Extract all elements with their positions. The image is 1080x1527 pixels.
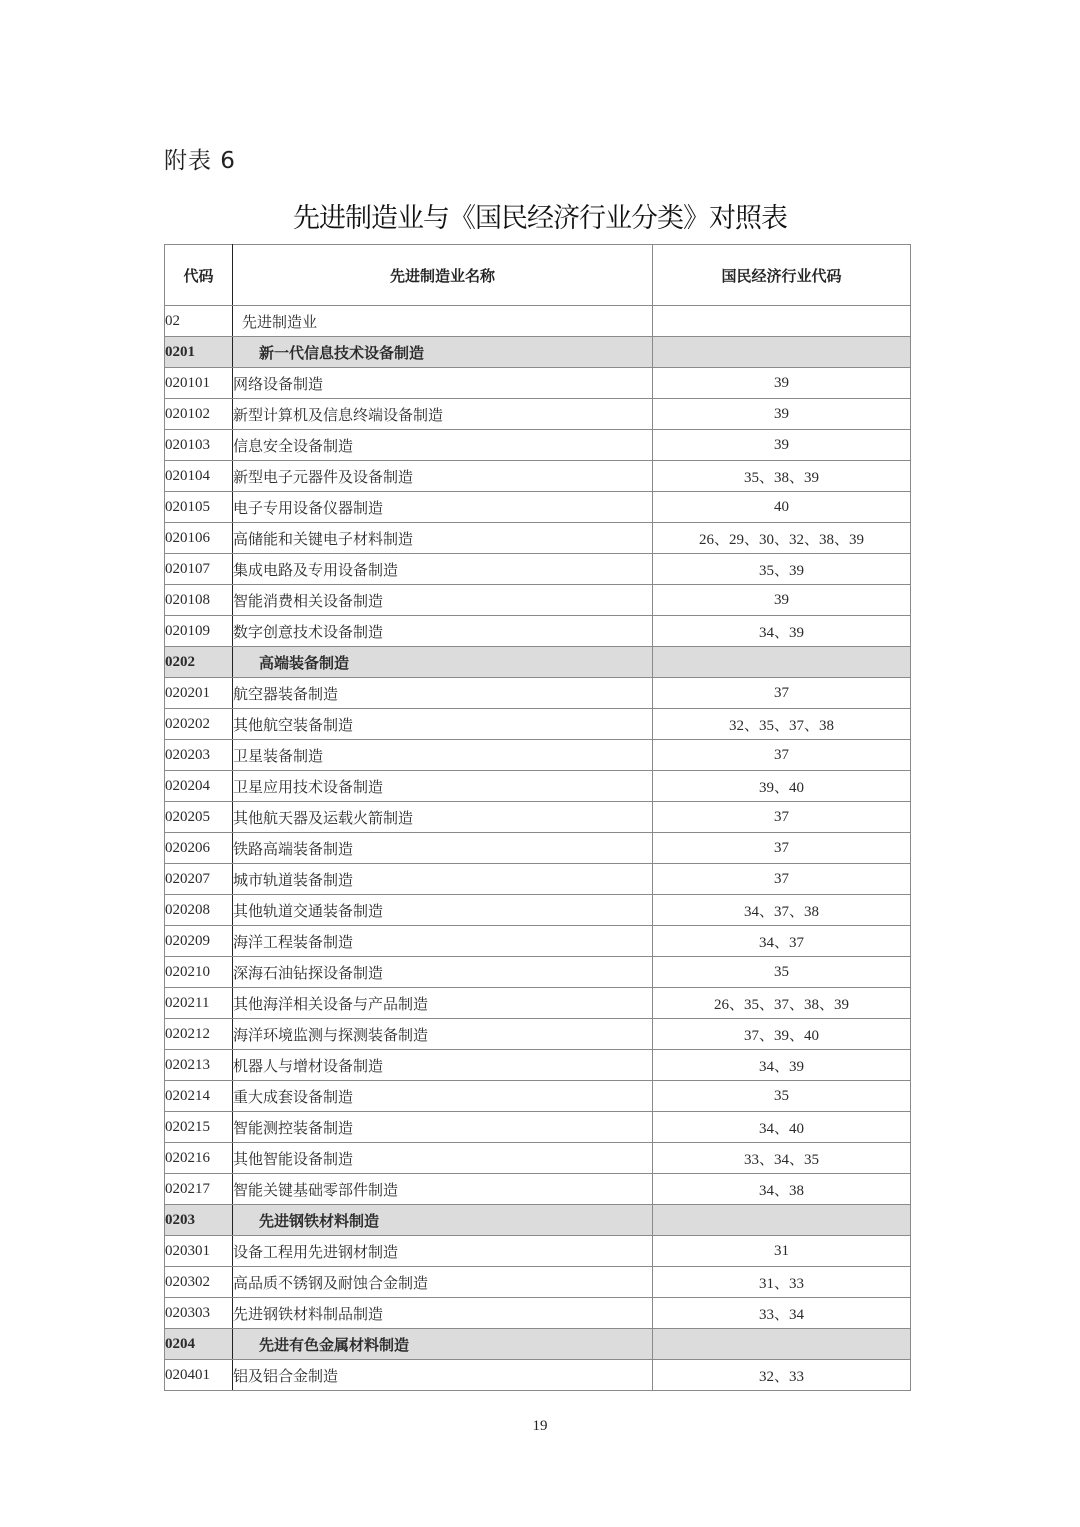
header-code: 代码 bbox=[165, 245, 233, 306]
row-name: 高端装备制造 bbox=[233, 647, 653, 678]
table-row bbox=[165, 864, 911, 895]
row-name: 深海石油钻探设备制造 bbox=[233, 957, 653, 988]
row-name: 高品质不锈钢及耐蚀合金制造 bbox=[233, 1267, 653, 1298]
row-code: 020205 bbox=[165, 802, 233, 833]
row-industry-codes: 32、35、37、38 bbox=[653, 709, 911, 740]
row-industry-codes: 31、33 bbox=[653, 1267, 911, 1298]
table-row bbox=[165, 461, 911, 492]
row-code: 0203 bbox=[165, 1205, 233, 1236]
appendix-label: 附表 6 bbox=[164, 148, 236, 174]
row-code: 020206 bbox=[165, 833, 233, 864]
row-industry-codes: 34、39 bbox=[653, 1050, 911, 1081]
table-row bbox=[165, 616, 911, 647]
table-row bbox=[165, 740, 911, 771]
row-industry-codes: 39 bbox=[653, 585, 911, 616]
row-name: 先进钢铁材料制造 bbox=[233, 1205, 653, 1236]
row-industry-codes: 31 bbox=[653, 1236, 911, 1267]
row-industry-codes: 26、35、37、38、39 bbox=[653, 988, 911, 1019]
table-row bbox=[165, 771, 911, 802]
row-name: 其他海洋相关设备与产品制造 bbox=[233, 988, 653, 1019]
row-name: 信息安全设备制造 bbox=[233, 430, 653, 461]
row-code: 020109 bbox=[165, 616, 233, 647]
page-number: 19 bbox=[532, 1418, 548, 1434]
row-industry-codes: 39 bbox=[653, 368, 911, 399]
row-industry-codes bbox=[653, 337, 911, 368]
row-industry-codes: 37 bbox=[653, 740, 911, 771]
row-name: 其他智能设备制造 bbox=[233, 1143, 653, 1174]
row-code: 020209 bbox=[165, 926, 233, 957]
row-industry-codes: 33、34、35 bbox=[653, 1143, 911, 1174]
row-code: 020301 bbox=[165, 1236, 233, 1267]
table-group-row bbox=[165, 1205, 911, 1236]
row-code: 020214 bbox=[165, 1081, 233, 1112]
row-name: 网络设备制造 bbox=[233, 368, 653, 399]
row-industry-codes bbox=[653, 1329, 911, 1360]
row-name: 其他航空装备制造 bbox=[233, 709, 653, 740]
row-code: 0202 bbox=[165, 647, 233, 678]
row-code: 020101 bbox=[165, 368, 233, 399]
row-code: 020207 bbox=[165, 864, 233, 895]
table-row bbox=[165, 523, 911, 554]
table-row bbox=[165, 709, 911, 740]
row-name: 数字创意技术设备制造 bbox=[233, 616, 653, 647]
row-code: 020217 bbox=[165, 1174, 233, 1205]
row-code: 020302 bbox=[165, 1267, 233, 1298]
row-name: 其他航天器及运载火箭制造 bbox=[233, 802, 653, 833]
row-name: 新型计算机及信息终端设备制造 bbox=[233, 399, 653, 430]
row-industry-codes: 37、39、40 bbox=[653, 1019, 911, 1050]
row-industry-codes: 37 bbox=[653, 802, 911, 833]
row-code: 020102 bbox=[165, 399, 233, 430]
row-name: 先进制造业 bbox=[233, 306, 653, 337]
row-code: 020215 bbox=[165, 1112, 233, 1143]
header-industry-codes: 国民经济行业代码 bbox=[653, 245, 911, 306]
table-row bbox=[165, 554, 911, 585]
row-industry-codes bbox=[653, 647, 911, 678]
table-body bbox=[165, 306, 911, 1391]
table-row bbox=[165, 678, 911, 709]
row-name: 设备工程用先进钢材制造 bbox=[233, 1236, 653, 1267]
row-industry-codes bbox=[653, 306, 911, 337]
table-top-row bbox=[165, 306, 911, 337]
row-code: 020303 bbox=[165, 1298, 233, 1329]
row-code: 020210 bbox=[165, 957, 233, 988]
row-industry-codes: 34、37、38 bbox=[653, 895, 911, 926]
row-code: 020208 bbox=[165, 895, 233, 926]
row-code: 020105 bbox=[165, 492, 233, 523]
row-industry-codes: 34、37 bbox=[653, 926, 911, 957]
row-code: 020202 bbox=[165, 709, 233, 740]
table-row bbox=[165, 957, 911, 988]
table-row bbox=[165, 1236, 911, 1267]
table-row bbox=[165, 988, 911, 1019]
row-name: 先进有色金属材料制造 bbox=[233, 1329, 653, 1360]
table-row bbox=[165, 1019, 911, 1050]
table-row bbox=[165, 926, 911, 957]
row-name: 新一代信息技术设备制造 bbox=[233, 337, 653, 368]
header-name: 先进制造业名称 bbox=[233, 245, 653, 306]
row-code: 020401 bbox=[165, 1360, 233, 1391]
row-name: 智能关键基础零部件制造 bbox=[233, 1174, 653, 1205]
row-code: 0204 bbox=[165, 1329, 233, 1360]
row-industry-codes: 40 bbox=[653, 492, 911, 523]
table-row bbox=[165, 1143, 911, 1174]
row-name: 智能测控装备制造 bbox=[233, 1112, 653, 1143]
row-code: 020212 bbox=[165, 1019, 233, 1050]
row-code: 0201 bbox=[165, 337, 233, 368]
table-group-row bbox=[165, 337, 911, 368]
row-industry-codes: 39 bbox=[653, 430, 911, 461]
row-name: 先进钢铁材料制品制造 bbox=[233, 1298, 653, 1329]
row-industry-codes: 37 bbox=[653, 833, 911, 864]
table-row bbox=[165, 1267, 911, 1298]
row-industry-codes: 32、33 bbox=[653, 1360, 911, 1391]
row-name: 新型电子元器件及设备制造 bbox=[233, 461, 653, 492]
row-name: 卫星装备制造 bbox=[233, 740, 653, 771]
row-code: 02 bbox=[165, 306, 233, 337]
row-industry-codes: 39 bbox=[653, 399, 911, 430]
row-name: 航空器装备制造 bbox=[233, 678, 653, 709]
row-industry-codes: 34、40 bbox=[653, 1112, 911, 1143]
row-industry-codes: 26、29、30、32、38、39 bbox=[653, 523, 911, 554]
row-code: 020201 bbox=[165, 678, 233, 709]
row-code: 020107 bbox=[165, 554, 233, 585]
table-header bbox=[165, 245, 911, 306]
table-group-row bbox=[165, 647, 911, 678]
row-code: 020216 bbox=[165, 1143, 233, 1174]
row-name: 铝及铝合金制造 bbox=[233, 1360, 653, 1391]
row-code: 020204 bbox=[165, 771, 233, 802]
table-row bbox=[165, 1050, 911, 1081]
table-row bbox=[165, 368, 911, 399]
row-name: 高储能和关键电子材料制造 bbox=[233, 523, 653, 554]
row-industry-codes: 33、34 bbox=[653, 1298, 911, 1329]
row-name: 海洋工程装备制造 bbox=[233, 926, 653, 957]
table-group-row bbox=[165, 1329, 911, 1360]
row-code: 020211 bbox=[165, 988, 233, 1019]
row-industry-codes bbox=[653, 1205, 911, 1236]
table-row bbox=[165, 895, 911, 926]
row-name: 集成电路及专用设备制造 bbox=[233, 554, 653, 585]
row-name: 机器人与增材设备制造 bbox=[233, 1050, 653, 1081]
row-name: 城市轨道装备制造 bbox=[233, 864, 653, 895]
table-row bbox=[165, 585, 911, 616]
row-name: 海洋环境监测与探测装备制造 bbox=[233, 1019, 653, 1050]
row-name: 智能消费相关设备制造 bbox=[233, 585, 653, 616]
row-industry-codes: 39、40 bbox=[653, 771, 911, 802]
row-industry-codes: 35 bbox=[653, 957, 911, 988]
table-row bbox=[165, 1360, 911, 1391]
row-name: 铁路高端装备制造 bbox=[233, 833, 653, 864]
table-row bbox=[165, 492, 911, 523]
document-title: 先进制造业与《国民经济行业分类》对照表 bbox=[293, 203, 787, 234]
table-row bbox=[165, 802, 911, 833]
table-row bbox=[165, 399, 911, 430]
row-industry-codes: 35、39 bbox=[653, 554, 911, 585]
row-code: 020106 bbox=[165, 523, 233, 554]
table-row bbox=[165, 1112, 911, 1143]
row-industry-codes: 35、38、39 bbox=[653, 461, 911, 492]
correspondence-table bbox=[164, 244, 911, 1391]
row-code: 020203 bbox=[165, 740, 233, 771]
table-row bbox=[165, 1081, 911, 1112]
table-row bbox=[165, 833, 911, 864]
row-industry-codes: 37 bbox=[653, 864, 911, 895]
row-industry-codes: 34、39 bbox=[653, 616, 911, 647]
table-row bbox=[165, 430, 911, 461]
row-industry-codes: 37 bbox=[653, 678, 911, 709]
row-industry-codes: 35 bbox=[653, 1081, 911, 1112]
row-code: 020213 bbox=[165, 1050, 233, 1081]
row-code: 020103 bbox=[165, 430, 233, 461]
row-name: 其他轨道交通装备制造 bbox=[233, 895, 653, 926]
row-name: 电子专用设备仪器制造 bbox=[233, 492, 653, 523]
row-industry-codes: 34、38 bbox=[653, 1174, 911, 1205]
row-code: 020104 bbox=[165, 461, 233, 492]
row-name: 卫星应用技术设备制造 bbox=[233, 771, 653, 802]
row-name: 重大成套设备制造 bbox=[233, 1081, 653, 1112]
table-row bbox=[165, 1174, 911, 1205]
row-code: 020108 bbox=[165, 585, 233, 616]
table-row bbox=[165, 1298, 911, 1329]
